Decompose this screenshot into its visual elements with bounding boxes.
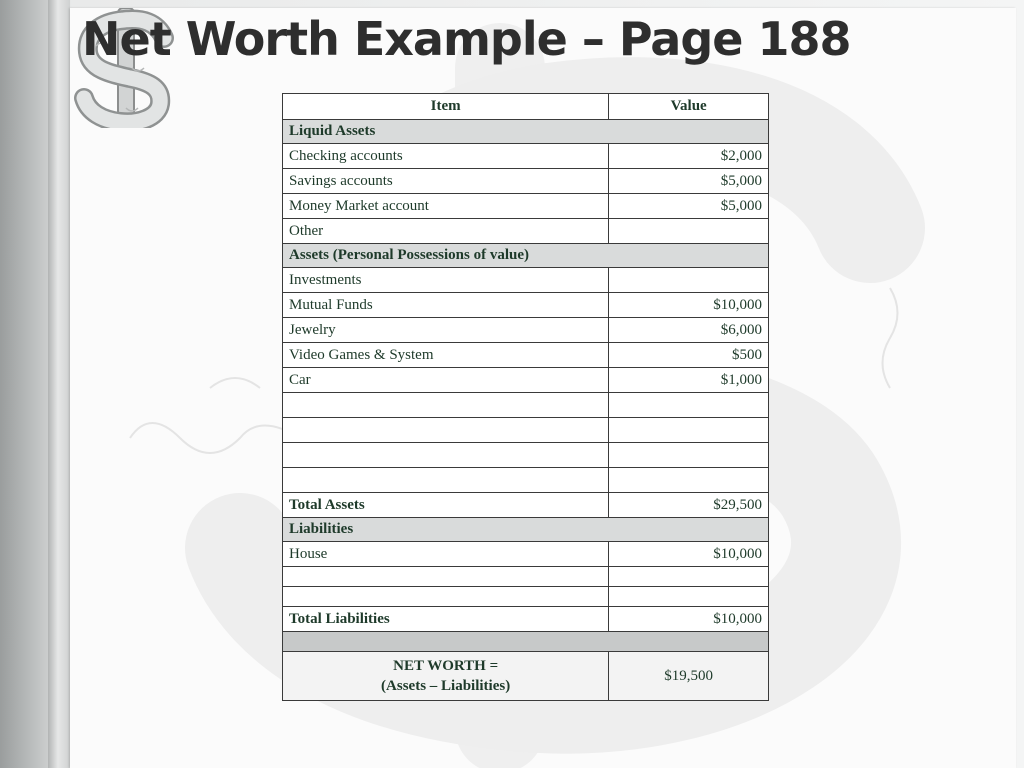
total-liabilities-row [283,607,769,632]
section-liquid-assets [283,120,769,144]
section-heading: Liquid Assets [283,120,769,144]
section-heading: Liabilities [283,518,769,542]
empty-row [283,418,769,443]
empty-cell [609,587,769,607]
value-cell: $10,000 [609,542,769,567]
column-header-value: Value [609,94,769,120]
section-possessions [283,244,769,268]
table-row [283,542,769,567]
value-cell: $2,000 [609,144,769,169]
section-heading: Assets (Personal Possessions of value) [283,244,769,268]
net-worth-label-line2: (Assets – Liabilities) [381,678,511,694]
side-stripe [48,0,70,768]
value-cell: $1,000 [609,368,769,393]
section-liabilities [283,518,769,542]
empty-cell [609,468,769,493]
value-cell: $500 [609,343,769,368]
empty-row [283,443,769,468]
net-worth-label-line1: NET WORTH = [393,658,499,674]
empty-cell [283,443,609,468]
table-row [283,318,769,343]
item-cell: House [283,542,609,567]
total-liabilities-value: $10,000 [609,607,769,632]
table-row [283,194,769,219]
total-liabilities-label: Total Liabilities [283,607,609,632]
value-cell [609,219,769,244]
item-cell: Car [283,368,609,393]
empty-cell [609,567,769,587]
spacer-cell [283,632,769,652]
table-header-row [283,94,769,120]
table-row [283,343,769,368]
page-title: Net Worth Example – Page 188 [82,12,851,66]
value-cell [609,268,769,293]
total-assets-row [283,493,769,518]
empty-cell [609,393,769,418]
value-cell: $5,000 [609,169,769,194]
column-header-item: Item [283,94,609,120]
value-cell: $10,000 [609,293,769,318]
empty-cell [609,418,769,443]
empty-cell [283,468,609,493]
item-cell: Investments [283,268,609,293]
empty-row [283,587,769,607]
total-assets-value: $29,500 [609,493,769,518]
net-worth-label [283,652,609,701]
empty-cell [609,443,769,468]
table-row [283,144,769,169]
net-worth-row [283,652,769,701]
item-cell: Mutual Funds [283,293,609,318]
item-cell: Savings accounts [283,169,609,194]
empty-cell [283,587,609,607]
empty-cell [283,567,609,587]
empty-row [283,393,769,418]
empty-row [283,468,769,493]
value-cell: $6,000 [609,318,769,343]
value-cell: $5,000 [609,194,769,219]
item-cell: Video Games & System [283,343,609,368]
empty-cell [283,393,609,418]
table-row [283,169,769,194]
empty-cell [283,418,609,443]
empty-row [283,567,769,587]
net-worth-value: $19,500 [609,652,769,701]
net-worth-table [282,93,769,701]
table-row [283,268,769,293]
spacer-row [283,632,769,652]
item-cell: Jewelry [283,318,609,343]
table-row [283,293,769,318]
table-row [283,368,769,393]
table-row [283,219,769,244]
item-cell: Other [283,219,609,244]
item-cell: Checking accounts [283,144,609,169]
item-cell: Money Market account [283,194,609,219]
total-assets-label: Total Assets [283,493,609,518]
